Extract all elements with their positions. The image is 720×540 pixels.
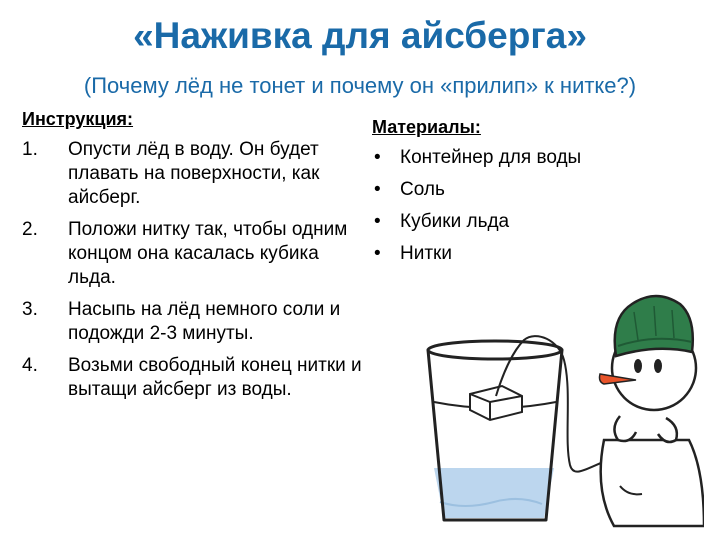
materials-section xyxy=(372,116,692,274)
slide-title: «Наживка для айсберга» xyxy=(133,15,587,56)
material-text: Контейнер для воды xyxy=(400,147,582,168)
instructions-section xyxy=(22,108,362,410)
step-text: Насыпь на лёд немного соли и подожди 2-3 минуты. xyxy=(68,299,341,344)
snowman-icon xyxy=(600,296,705,526)
snowman-glass-illustration xyxy=(404,290,704,530)
glass-icon xyxy=(428,341,562,520)
list-item xyxy=(22,298,362,346)
step-text: Положи нитку так, чтобы одним концом она касалась кубика льда. xyxy=(68,219,348,288)
instructions-list xyxy=(22,138,362,402)
step-number: 3. xyxy=(22,299,38,320)
step-number: 4. xyxy=(22,355,38,376)
list-item xyxy=(22,138,362,210)
step-number: 1. xyxy=(22,139,38,160)
step-number: 2. xyxy=(22,219,38,240)
list-item xyxy=(22,354,362,402)
material-text: Нитки xyxy=(400,243,452,264)
bullet-icon: • xyxy=(374,179,381,200)
list-item xyxy=(372,210,692,234)
material-text: Соль xyxy=(400,179,445,200)
slide-subtitle: (Почему лёд не тонет и почему он «прилип» к нитке?) xyxy=(83,73,637,98)
bullet-icon: • xyxy=(374,243,381,264)
list-item xyxy=(372,242,692,266)
bullet-icon: • xyxy=(374,147,381,168)
materials-heading: Материалы: xyxy=(372,117,481,137)
list-item xyxy=(22,218,362,290)
materials-list xyxy=(372,146,692,266)
list-item xyxy=(372,146,692,170)
ice-cube-icon xyxy=(470,386,522,420)
step-text: Опусти лёд в воду. Он будет плавать на поверхности, как айсберг. xyxy=(68,139,320,208)
instructions-heading: Инструкция: xyxy=(22,109,134,129)
list-item xyxy=(372,178,692,202)
bullet-icon: • xyxy=(374,211,381,232)
step-text: Возьми свободный конец нитки и вытащи айсберг из воды. xyxy=(68,355,362,400)
material-text: Кубики льда xyxy=(400,211,510,232)
